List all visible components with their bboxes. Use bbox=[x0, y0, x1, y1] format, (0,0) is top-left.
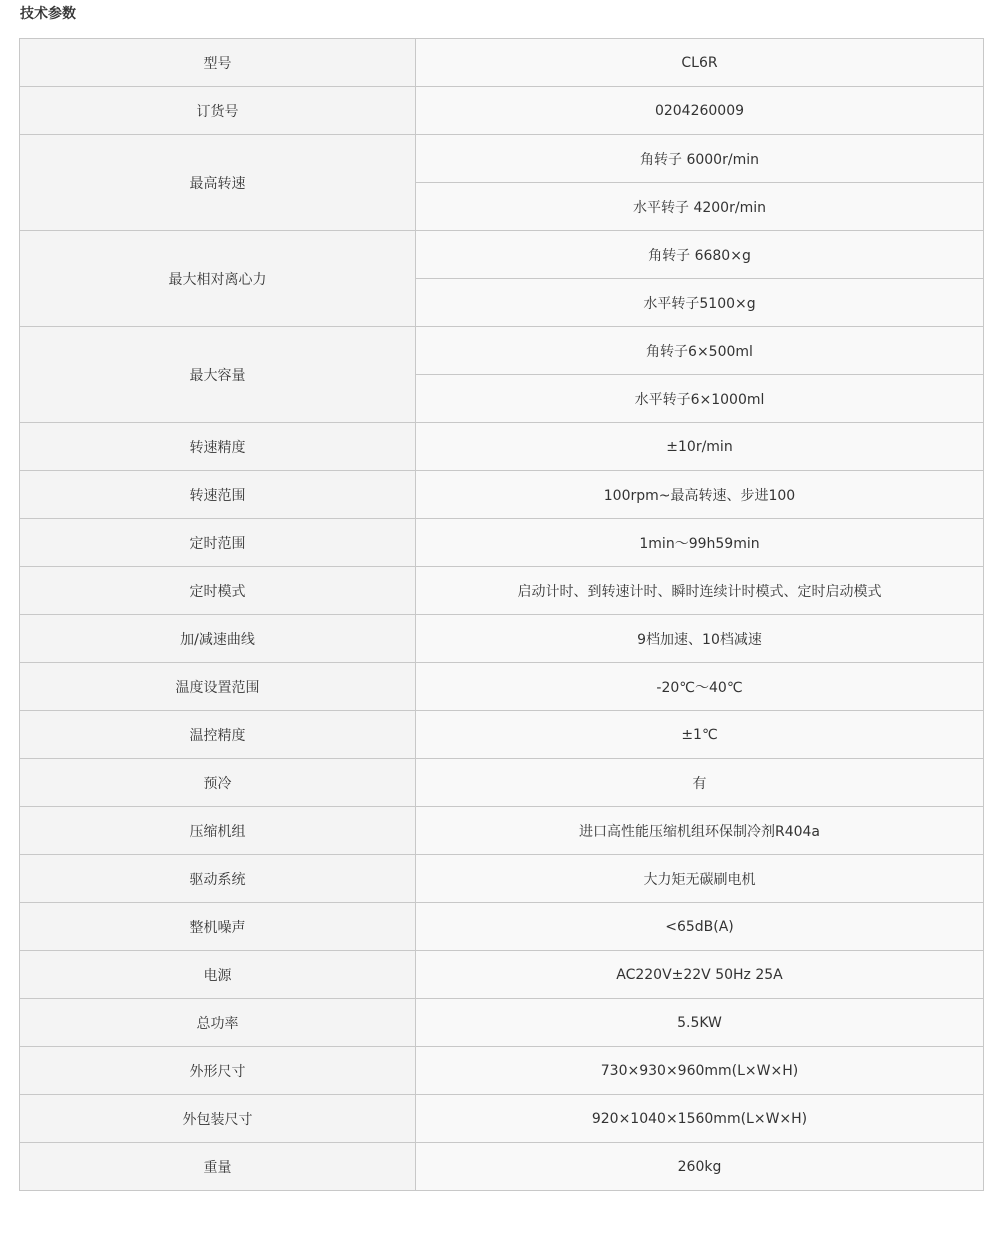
param-value: 角转子6×500ml bbox=[416, 327, 984, 375]
param-label: 转速精度 bbox=[20, 423, 416, 471]
param-label: 型号 bbox=[20, 39, 416, 87]
param-label: 温度设置范围 bbox=[20, 663, 416, 711]
table-row bbox=[20, 327, 984, 375]
param-value: <65dB(A) bbox=[416, 903, 984, 951]
param-value: 260kg bbox=[416, 1143, 984, 1191]
param-label: 温控精度 bbox=[20, 711, 416, 759]
table-row bbox=[20, 1095, 984, 1143]
param-value: CL6R bbox=[416, 39, 984, 87]
param-label: 最大相对离心力 bbox=[20, 231, 416, 327]
param-value: 9档加速、10档减速 bbox=[416, 615, 984, 663]
param-value: ±1℃ bbox=[416, 711, 984, 759]
table-row bbox=[20, 39, 984, 87]
param-label: 预冷 bbox=[20, 759, 416, 807]
param-label: 加/减速曲线 bbox=[20, 615, 416, 663]
param-value: 水平转子6×1000ml bbox=[416, 375, 984, 423]
param-label: 电源 bbox=[20, 951, 416, 999]
param-value: 920×1040×1560mm(L×W×H) bbox=[416, 1095, 984, 1143]
param-value: 有 bbox=[416, 759, 984, 807]
table-row bbox=[20, 663, 984, 711]
param-value: -20℃～40℃ bbox=[416, 663, 984, 711]
param-label: 转速范围 bbox=[20, 471, 416, 519]
table-row bbox=[20, 471, 984, 519]
param-label: 重量 bbox=[20, 1143, 416, 1191]
param-value: 启动计时、到转速计时、瞬时连续计时模式、定时启动模式 bbox=[416, 567, 984, 615]
param-value: 100rpm~最高转速、步进100 bbox=[416, 471, 984, 519]
param-value: 1min～99h59min bbox=[416, 519, 984, 567]
table-row bbox=[20, 855, 984, 903]
param-label: 整机噪声 bbox=[20, 903, 416, 951]
param-label: 驱动系统 bbox=[20, 855, 416, 903]
table-row bbox=[20, 231, 984, 279]
param-label: 定时模式 bbox=[20, 567, 416, 615]
param-value: 水平转子 4200r/min bbox=[416, 183, 984, 231]
param-label: 外形尺寸 bbox=[20, 1047, 416, 1095]
spec-table bbox=[19, 38, 984, 1191]
param-label: 最高转速 bbox=[20, 135, 416, 231]
param-value: 角转子 6000r/min bbox=[416, 135, 984, 183]
table-row bbox=[20, 423, 984, 471]
table-row bbox=[20, 519, 984, 567]
param-label: 总功率 bbox=[20, 999, 416, 1047]
param-value: 大力矩无碳刷电机 bbox=[416, 855, 984, 903]
table-row bbox=[20, 87, 984, 135]
table-row bbox=[20, 903, 984, 951]
param-value: 0204260009 bbox=[416, 87, 984, 135]
table-row bbox=[20, 711, 984, 759]
param-label: 压缩机组 bbox=[20, 807, 416, 855]
table-row bbox=[20, 1047, 984, 1095]
table-row bbox=[20, 567, 984, 615]
table-row bbox=[20, 999, 984, 1047]
table-row bbox=[20, 135, 984, 183]
table-row bbox=[20, 951, 984, 999]
spec-table-body bbox=[20, 39, 984, 1191]
param-label: 最大容量 bbox=[20, 327, 416, 423]
param-label: 定时范围 bbox=[20, 519, 416, 567]
section-title: 技术参数 bbox=[20, 6, 76, 22]
param-value: AC220V±22V 50Hz 25A bbox=[416, 951, 984, 999]
table-row bbox=[20, 615, 984, 663]
table-row bbox=[20, 1143, 984, 1191]
table-row bbox=[20, 759, 984, 807]
param-value: 730×930×960mm(L×W×H) bbox=[416, 1047, 984, 1095]
param-value: 角转子 6680×g bbox=[416, 231, 984, 279]
table-row bbox=[20, 807, 984, 855]
param-value: 5.5KW bbox=[416, 999, 984, 1047]
param-label: 订货号 bbox=[20, 87, 416, 135]
param-label: 外包装尺寸 bbox=[20, 1095, 416, 1143]
param-value: ±10r/min bbox=[416, 423, 984, 471]
param-value: 进口高性能压缩机组环保制冷剂R404a bbox=[416, 807, 984, 855]
param-value: 水平转子5100×g bbox=[416, 279, 984, 327]
